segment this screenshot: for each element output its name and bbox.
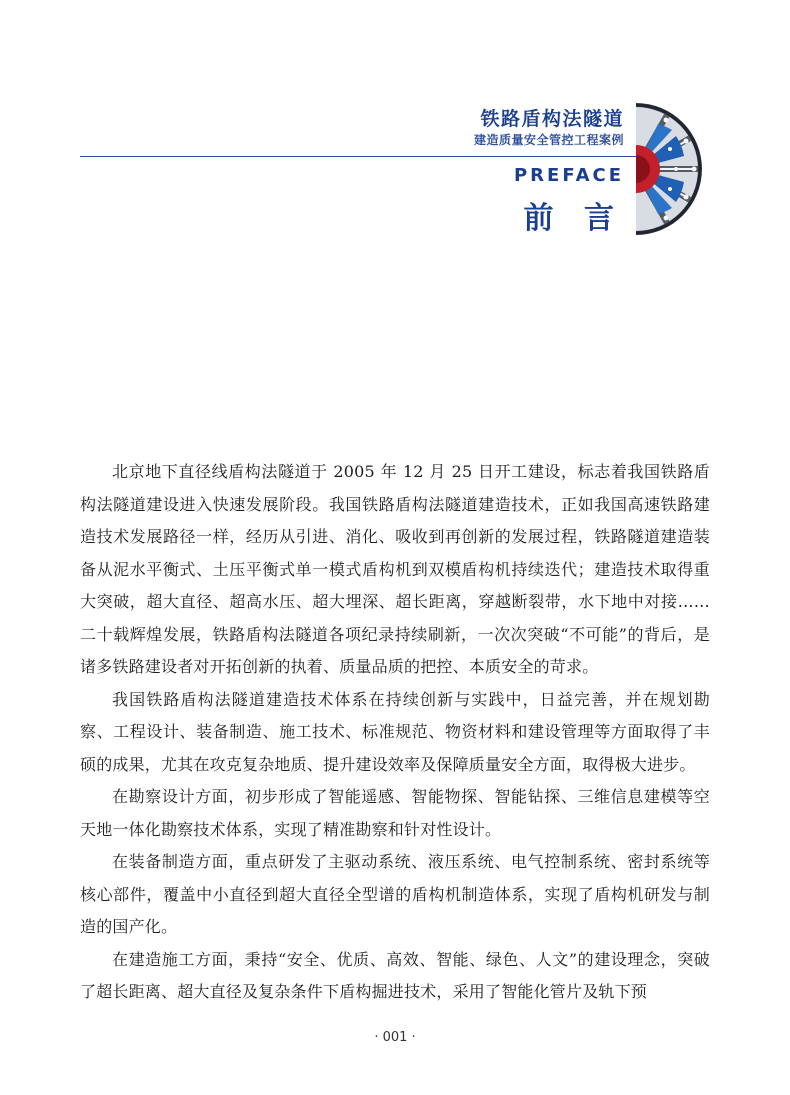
book-series-subtitle: 建造质量安全管控工程案例: [473, 133, 624, 147]
tunnel-boring-machine-cutterhead-icon: [636, 96, 704, 242]
book-series-title: 铁路盾构法隧道: [480, 108, 624, 130]
preface-body: [80, 456, 710, 1009]
page-header: [0, 0, 790, 260]
header-divider: [80, 156, 636, 157]
body-paragraph: 在装备制造方面，重点研发了主驱动系统、液压系统、电气控制系统、密封系统等核心部件，覆盖中小直径到超大直径全型谱的盾构机制造体系，实现了盾构机研发与制造的国产化。: [80, 852, 710, 936]
body-paragraph: 在建造施工方面，秉持“安全、优质、高效、智能、绿色、人文”的建设理念，突破了超长距离、超大直径及复杂条件下盾构掘进技术，采用了智能化管片及轨下预: [80, 949, 710, 1001]
page-number: · 001 ·: [374, 1030, 416, 1045]
body-paragraph: 在勘察设计方面，初步形成了智能遥感、智能物探、智能钻探、三维信息建模等空天地一体化勘察技术体系，实现了精准勘察和针对性设计。: [80, 787, 710, 839]
body-paragraph: 北京地下直径线盾构法隧道于 2005 年 12 月 25 日开工建设，标志着我国铁路盾构法隧道建设进入快速发展阶段。我国铁路盾构法隧道建造技术，正如我国高速铁路建造技术发展路径一样，经历从引进、消化、吸收到再创新的发展过程，铁路隧道建造装备从泥水平衡式、土压平衡式单一模式盾构机到双模盾构机持续迭代；建造技术取得重大突破，超大直径、超高水压、超大埋深、超长距离，穿越断裂带，水下地中对接……二十载辉煌发展，铁路盾构法隧道各项纪录持续刷新，一次次突破“不可能”的背后，是诸多铁路建设者对开拓创新的执着、质量品质的把控、本质安全的苛求。: [80, 462, 710, 676]
section-title-chinese: 前 言: [523, 201, 624, 236]
section-title-english: PREFACE: [513, 165, 624, 186]
body-paragraph: 我国铁路盾构法隧道建造技术体系在持续创新与实践中，日益完善，并在规划勘察、工程设计、装备制造、施工技术、标准规范、物资材料和建设管理等方面取得了丰硕的成果，尤其在攻克复杂地质、提升建设效率及保障质量安全方面，取得极大进步。: [80, 689, 710, 774]
